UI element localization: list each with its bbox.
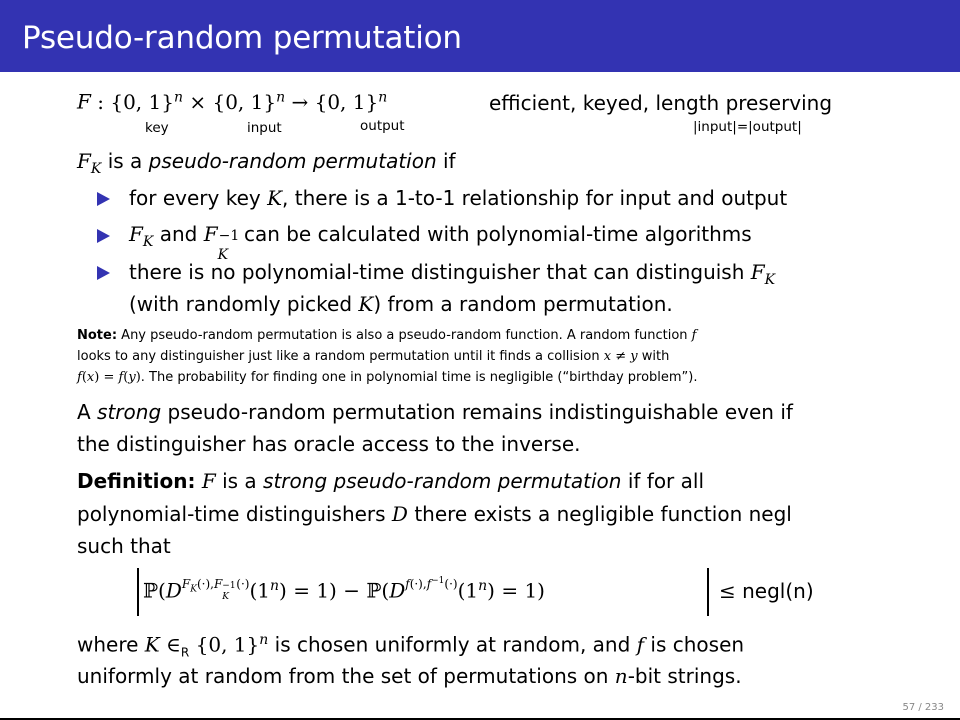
definition-after-2: uniformly at random from the set of permutations on n-bit strings.: [77, 664, 742, 688]
note-label: Note:: [77, 328, 118, 343]
definition-term: strong pseudo-random permutation: [263, 469, 622, 493]
title-bar: [0, 0, 960, 72]
note-line-3: f(x) = f(y). The probability for finding one in polynomial time is negligible (“birthday problem”).: [77, 370, 698, 385]
note-line-1: Note: Any pseudo-random permutation is also a pseudo-random function. A random function f: [77, 328, 697, 343]
label-output: output: [360, 118, 405, 134]
prp-term: pseudo-random permutation: [148, 149, 437, 173]
negl-bound: ≤ negl(n): [719, 579, 814, 603]
page-number: 57 / 233: [902, 702, 944, 713]
note-line-2: looks to any distinguisher just like a random permutation until it finds a collision x ≠ y with: [77, 349, 670, 364]
bullet-icon: [97, 266, 110, 280]
bullet-icon: [97, 229, 110, 243]
bullet-item-1: for every key K, there is a 1-to-1 relationship for input and output: [129, 186, 788, 210]
bullet-icon: [97, 192, 110, 206]
abs-bar-left: [137, 568, 139, 616]
abs-bar-right: [707, 568, 709, 616]
slide-title: Pseudo-random permutation: [22, 20, 462, 56]
signature-properties: efficient, keyed, length preserving: [489, 91, 833, 115]
signature-formula: F : {0, 1}$^n$ × {0, 1}$^n$ → {0, 1}$^n$: [77, 89, 388, 114]
strong-line-2: the distinguisher has oracle access to the inverse.: [77, 432, 581, 456]
prp-intro: [77, 149, 456, 177]
definition-label: Definition:: [77, 469, 196, 493]
label-input: input: [247, 120, 282, 136]
prp-lead-sub: K: [90, 161, 102, 177]
bullet-item-2: $F_K$ and F −1 K can be calculated with polynomial-time algorithms: [129, 222, 752, 263]
bullet-item-3: there is no polynomial-time distinguisher that can distinguish $F_K$: [129, 260, 776, 288]
definition-line-2: polynomial-time distinguishers D there exists a negligible function negl: [77, 502, 792, 526]
definition-line-1: Definition: F is a strong pseudo-random permutation if for all: [77, 469, 705, 493]
definition-line-3: such that: [77, 534, 171, 558]
length-note: |input|=|output|: [693, 119, 802, 135]
prp-tail: if: [436, 149, 456, 173]
label-key: key: [145, 120, 169, 136]
definition-after-1: where K $\in_R$ {0, 1}$^n$ is chosen uniformly at random, and f is chosen: [77, 632, 745, 660]
prp-text: is a: [101, 149, 149, 173]
bullet-item-3-cont: (with randomly picked K) from a random permutation.: [129, 292, 673, 316]
prp-lead: F: [77, 149, 91, 173]
strong-term: strong: [97, 400, 162, 424]
strong-line-1: A strong pseudo-random permutation remains indistinguishable even if: [77, 400, 793, 424]
definition-formula: $ℙ(DF_K(\cdot),F$ −1 K $(\cdot)(1^n) = 1$) − $ℙ(Df(\cdot),f^{-1}(\cdot)(1^n) = 1)$: [143, 575, 545, 603]
